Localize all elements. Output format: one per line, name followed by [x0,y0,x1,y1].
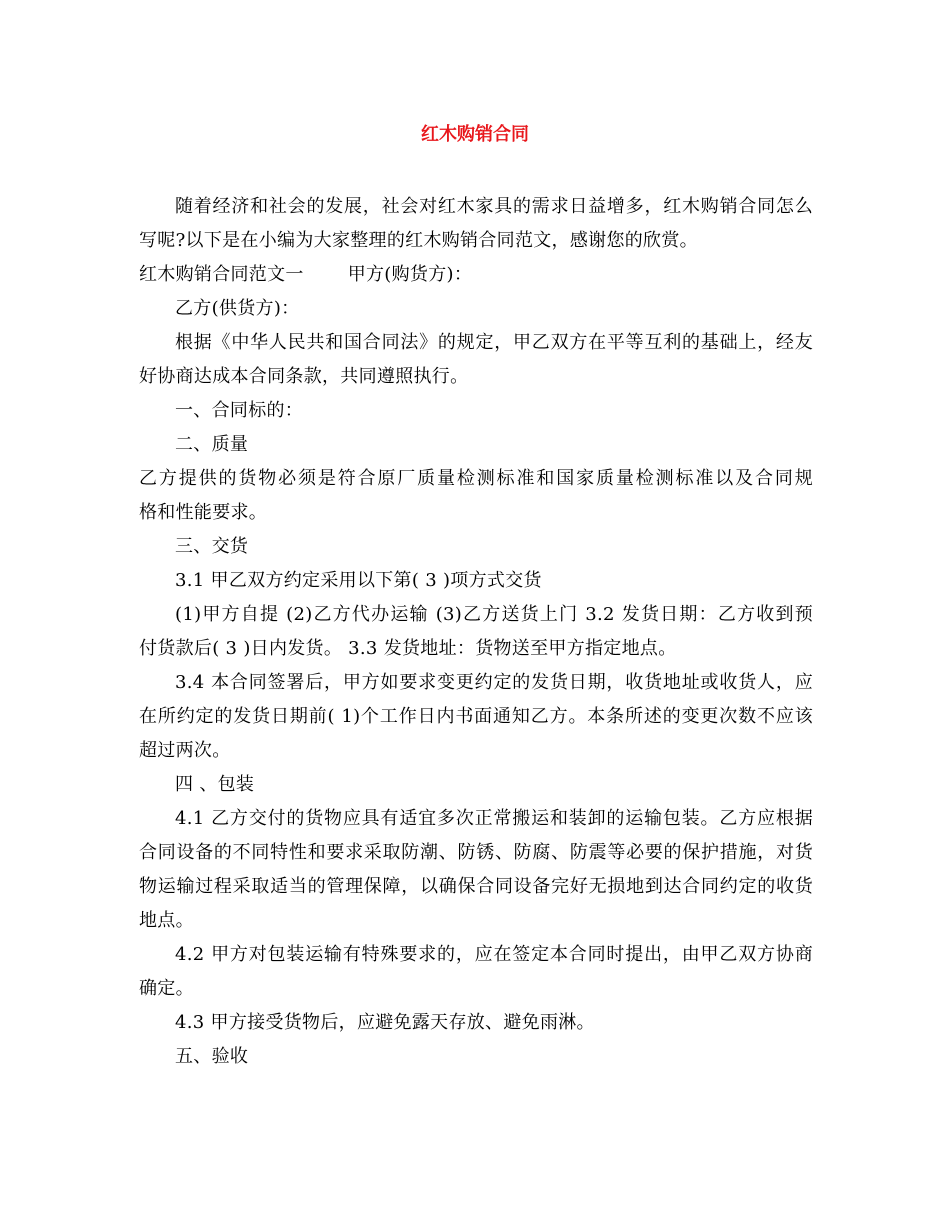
clause-line: 合同设备的不同特性和要求采取防潮、防锈、防腐、防震等必要的保护措施，对货 [139,842,813,863]
clause-line: 4.3 甲方接受货物后，应避免露天存放、避免雨淋。 [175,1012,595,1033]
clause-line: 3.1 甲乙双方约定采用以下第( 3 )项方式交货 [175,570,542,591]
paragraph-line: 乙方提供的货物必须是符合原厂质量检测标准和国家质量检测标准以及合同规 [139,468,813,489]
clause-line: 4.1 乙方交付的货物应具有适宜多次正常搬运和装卸的运输包装。乙方应根据 [175,808,813,829]
paragraph-line: 好协商达成本合同条款，共同遵照执行。 [139,366,469,387]
paragraph-line [139,258,813,292]
section-heading: 四 、包装 [175,774,255,795]
document-title: 红木购销合同 [421,124,529,145]
clause-line: 在所约定的发货日期前( 1)个工作日内书面通知乙方。本条所述的变更次数不应该 [139,706,813,727]
paragraph-line: 写呢?以下是在小编为大家整理的红木购销合同范文，感谢您的欣赏。 [139,230,698,251]
paragraph-line: 随着经济和社会的发展，社会对红木家具的需求日益增多，红木购销合同怎么 [175,196,813,217]
clause-line: 确定。 [139,978,194,999]
paragraph-line: 格和性能要求。 [139,502,268,523]
clause-line: 付货款后( 3 )日内发货。 3.3 发货地址：货物送至甲方指定地点。 [139,638,677,659]
clause-line: 4.2 甲方对包装运输有特殊要求的，应在签定本合同时提出，由甲乙双方协商 [175,944,813,965]
section-heading: 三、交货 [175,536,249,557]
document-body [139,190,813,1074]
sample-heading: 红木购销合同范文一 [139,264,304,285]
party-b-label: 乙方(供货方)： [175,298,300,319]
clause-line: 3.4 本合同签署后，甲方如要求变更约定的发货日期，收货地址或收货人，应 [175,672,813,693]
section-heading: 一、合同标的： [175,400,304,421]
section-heading: 五、验收 [175,1046,249,1067]
clause-line: 物运输过程采取适当的管理保障，以确保合同设备完好无损地到达合同约定的收货 [139,876,813,897]
clause-line: 地点。 [139,910,194,931]
party-a-label: 甲方(购货方)： [347,264,473,285]
section-heading: 二、质量 [175,434,249,455]
clause-line: 超过两次。 [139,740,231,761]
clause-line: (1)甲方自提 (2)乙方代办运输 (3)乙方送货上门 3.2 发货日期：乙方收到预 [175,604,813,625]
paragraph-line: 根据《中华人民共和国合同法》的规定，甲乙双方在平等互利的基础上，经友 [175,332,813,353]
